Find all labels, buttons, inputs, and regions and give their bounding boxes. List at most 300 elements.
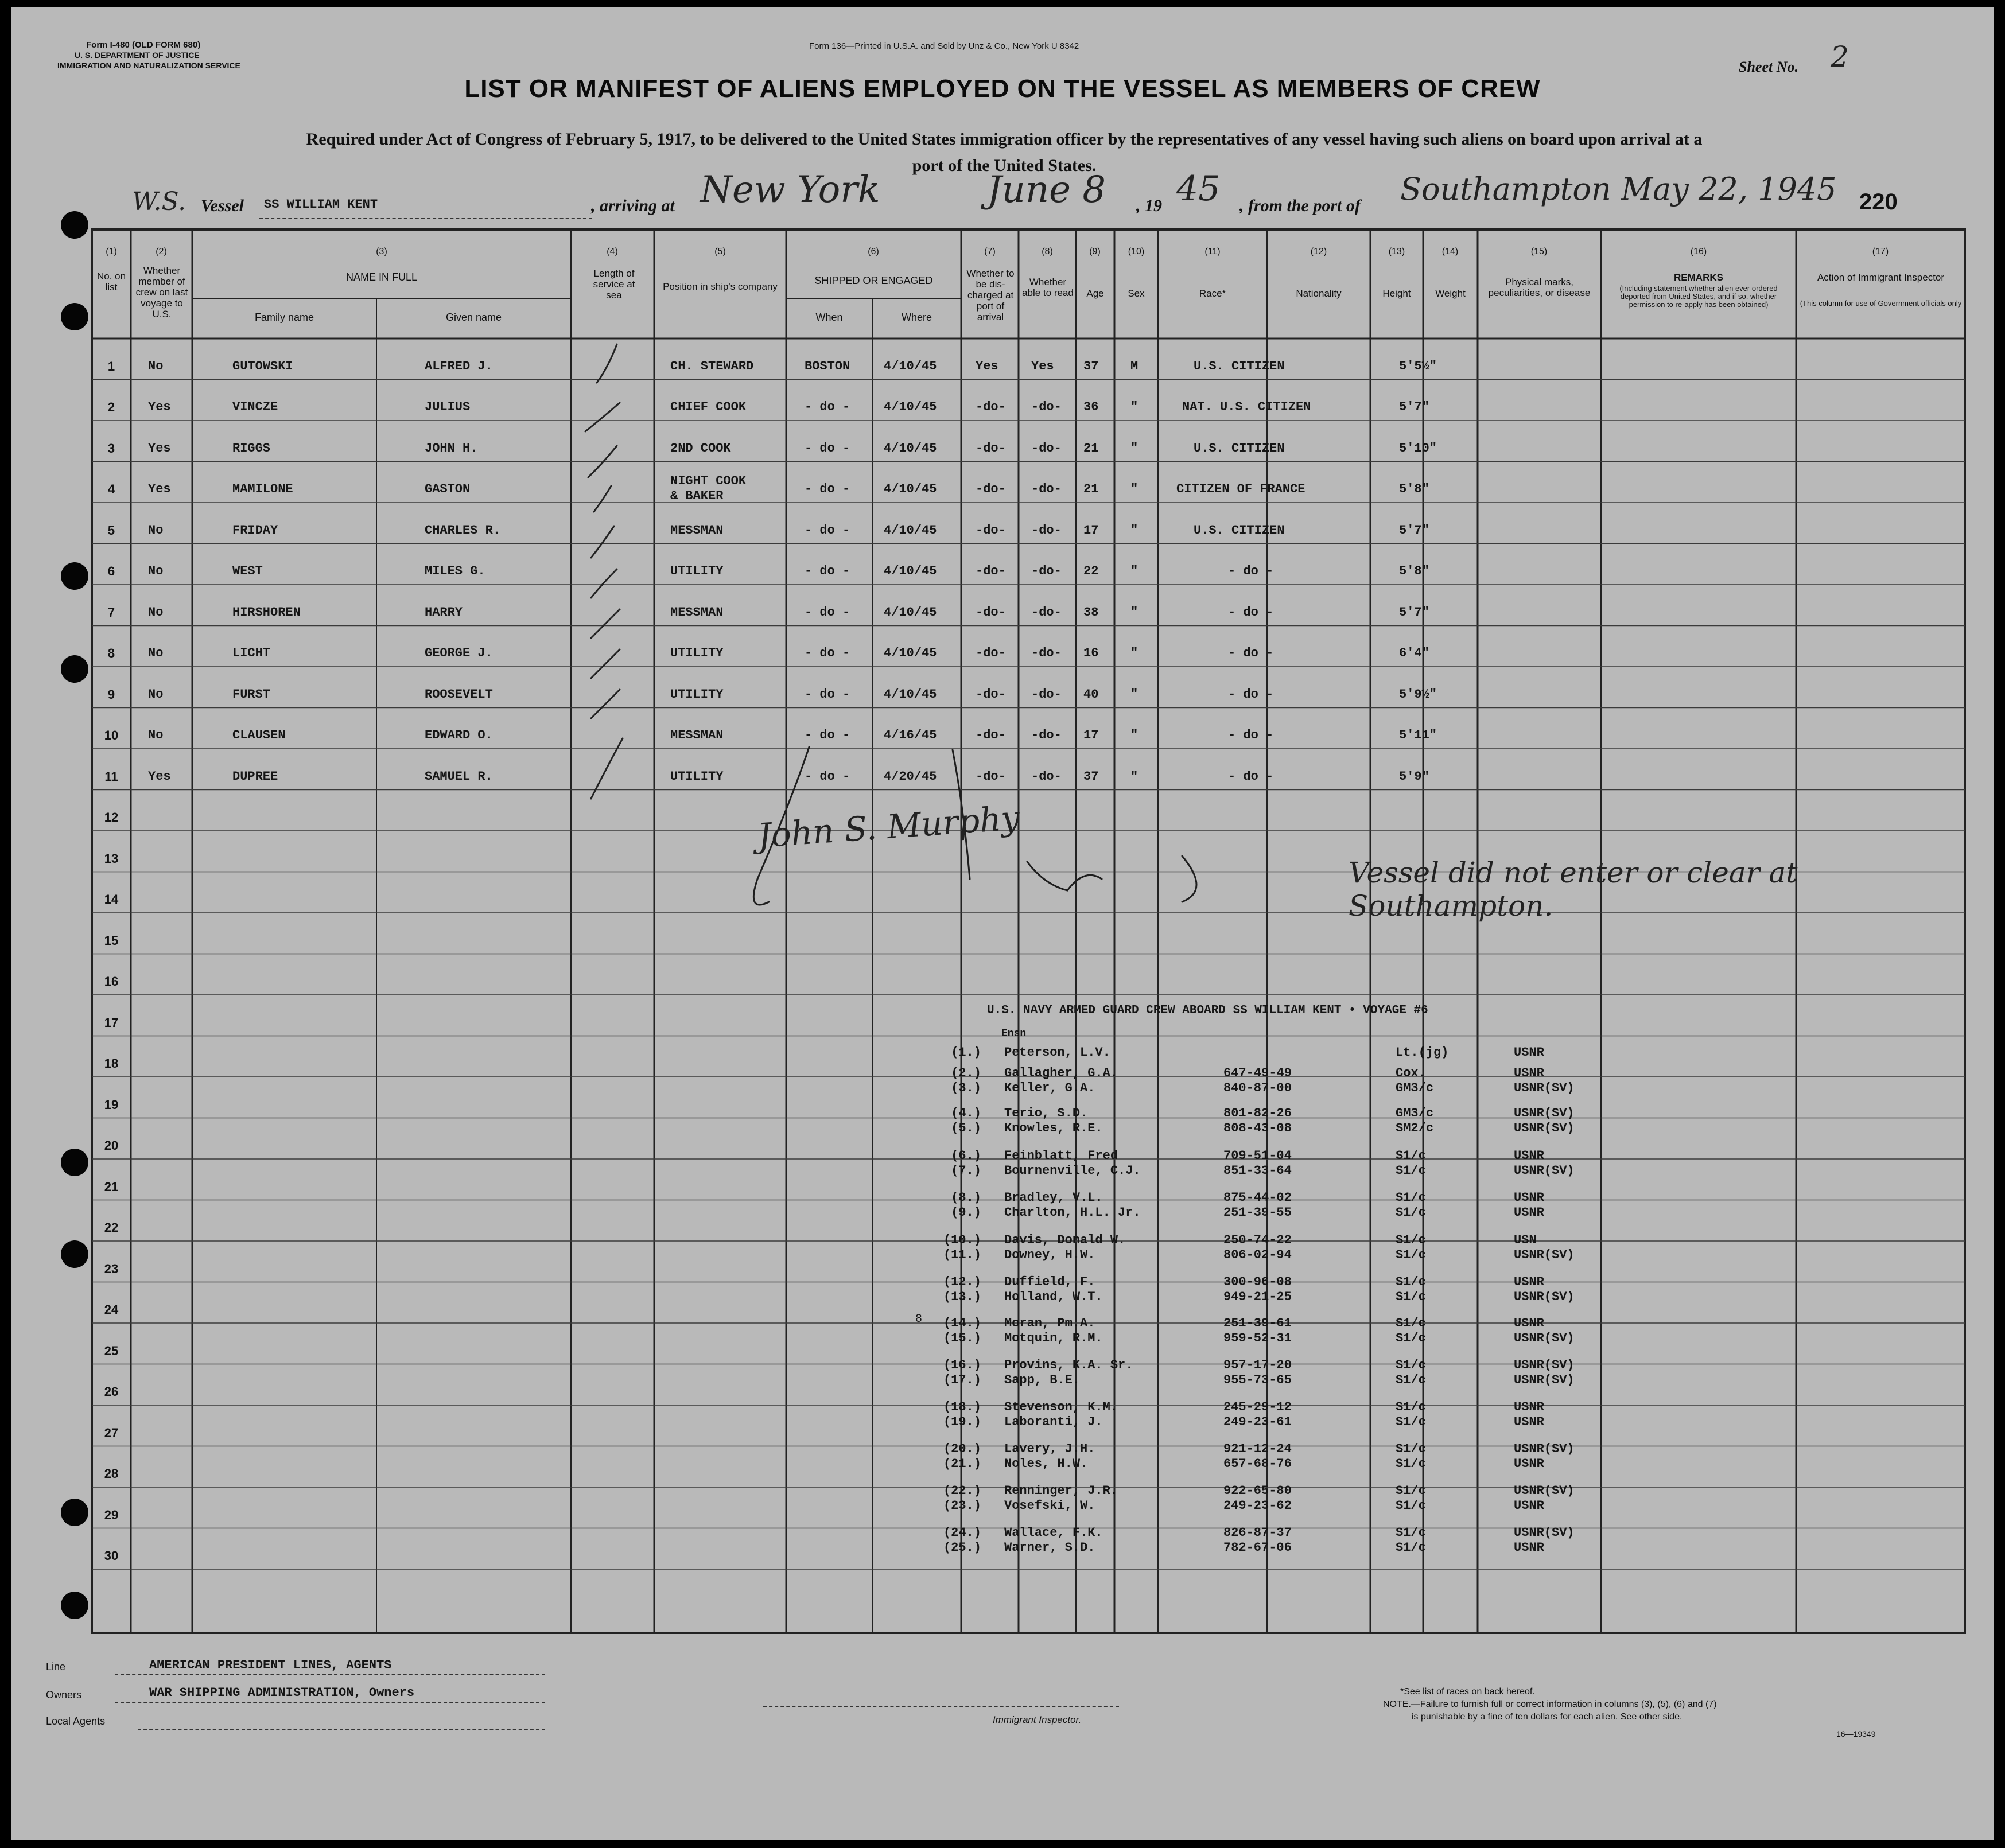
navy-rate: S1/c (1396, 1484, 1426, 1498)
age: 38 (1083, 605, 1099, 620)
navy-name: Vosefski, W. (1004, 1499, 1095, 1513)
navy-number: (2.) (951, 1066, 981, 1080)
navy-number: (19.) (943, 1415, 981, 1429)
navy-service-number: 251-39-61 (1223, 1316, 1292, 1330)
position: 2ND COOK (670, 441, 731, 456)
row-number: 1 (107, 359, 115, 374)
navy-number: (16.) (943, 1358, 981, 1372)
navy-service-number: 851-33-64 (1223, 1164, 1292, 1178)
given-name: SAMUEL R. (425, 769, 493, 784)
navy-name: Gallagher, G.A. (1004, 1066, 1118, 1080)
navy-rate: S1/c (1396, 1290, 1426, 1304)
able-to-read: -do- (1031, 564, 1062, 578)
navy-service-number: 709-51-04 (1223, 1149, 1292, 1163)
height: 5'5½" (1399, 359, 1437, 374)
column-number: (11) (1204, 247, 1221, 256)
inspector-label: Immigrant Inspector. (993, 1714, 1082, 1725)
row-number: 19 (104, 1097, 119, 1112)
sex: M (1130, 359, 1139, 374)
column-number: (5) (714, 247, 726, 256)
race-note: *See list of races on back hereof. (1400, 1687, 1535, 1697)
navy-name: Lavery, J.H. (1004, 1442, 1095, 1456)
able-to-read: -do- (1031, 646, 1062, 660)
arrival-date: June 8 (987, 169, 1106, 211)
header-last-voyage: Whether member of crew on last voyage to U.S. (135, 265, 188, 320)
sex: " (1130, 441, 1139, 456)
sex: " (1130, 482, 1139, 496)
race: NAT. U.S. CITIZEN (1182, 400, 1311, 414)
navy-branch: USNR (1514, 1066, 1544, 1080)
punch-hole (61, 1499, 88, 1526)
row-number: 9 (107, 687, 115, 702)
discharged: -do- (976, 400, 1006, 414)
row-number: 2 (107, 400, 115, 414)
race: U.S. CITIZEN (1194, 359, 1285, 374)
navy-branch: USNR(SV) (1514, 1373, 1575, 1387)
navy-rate: S1/c (1396, 1331, 1426, 1345)
able-to-read: -do- (1031, 728, 1062, 742)
header-family-name: Family name (254, 312, 314, 323)
arriving-port: New York (700, 169, 880, 211)
punch-hole (61, 562, 88, 590)
shipped-where: 4/10/45 (884, 564, 937, 578)
navy-number: (7.) (951, 1164, 981, 1178)
form-number: Form I-480 (OLD FORM 680) (86, 40, 201, 50)
row-number: 4 (107, 482, 115, 496)
header-position: Position in ship's company (663, 281, 778, 292)
navy-name: Keller, G.A. (1004, 1081, 1095, 1095)
age: 37 (1083, 359, 1099, 374)
shipped-where: 4/10/45 (884, 605, 937, 620)
navy-number: (1.) (951, 1045, 981, 1060)
navy-service-number: 808-43-08 (1223, 1121, 1292, 1135)
navy-service-number: 245-29-12 (1223, 1400, 1292, 1414)
shipped-when: - do - (805, 482, 850, 496)
navy-rate: Cox. (1396, 1066, 1426, 1080)
navy-service-number: 840-87-00 (1223, 1081, 1292, 1095)
height: 5'8" (1399, 482, 1429, 496)
navy-service-number: 300-96-08 (1223, 1275, 1292, 1289)
able-to-read: -do- (1031, 441, 1062, 456)
last-voyage: Yes (148, 441, 171, 456)
row-number: 30 (104, 1549, 119, 1563)
navy-service-number: 955-73-65 (1223, 1373, 1292, 1387)
navy-service-number: 251-39-55 (1223, 1205, 1292, 1220)
navy-name: Terio, S.D. (1004, 1106, 1088, 1121)
given-name: JULIUS (425, 400, 471, 414)
column-number: (12) (1310, 247, 1327, 256)
header-physical: Physical marks, peculiarities, or disease (1488, 277, 1591, 298)
last-voyage: No (148, 359, 164, 374)
shipped-where: 4/10/45 (884, 441, 937, 456)
family-name: RIGGS (232, 441, 271, 456)
shipped-where: 4/10/45 (884, 482, 937, 496)
agents-underline (138, 1729, 545, 1730)
navy-branch: USNR (1514, 1316, 1544, 1330)
navy-branch: USNR (1514, 1190, 1544, 1205)
age: 17 (1083, 728, 1099, 742)
vessel-label: Vessel (201, 196, 244, 215)
shipped-where: 4/16/45 (884, 728, 937, 742)
navy-number: (13.) (943, 1290, 981, 1304)
navy-service-number: 801-82-26 (1223, 1106, 1292, 1121)
punch-hole (61, 1149, 88, 1176)
row-number: 28 (104, 1466, 119, 1481)
race: U.S. CITIZEN (1194, 441, 1285, 456)
discharged: -do- (976, 687, 1006, 702)
navy-number: (5.) (951, 1121, 981, 1135)
navy-number: (6.) (951, 1149, 981, 1163)
given-name: JOHN H. (425, 441, 478, 456)
punch-hole (61, 303, 88, 330)
column-number: (15) (1530, 247, 1548, 256)
family-name: CLAUSEN (232, 728, 286, 742)
position: CH. STEWARD (670, 359, 754, 374)
navy-name: Charlton, H.L. Jr. (1004, 1205, 1141, 1220)
column-number: (16) (1690, 247, 1707, 256)
navy-number: (3.) (951, 1081, 981, 1095)
navy-strike: Ensn (1001, 1028, 1027, 1040)
position: UTILITY (670, 687, 724, 702)
navy-number: (18.) (943, 1400, 981, 1414)
navy-branch: USNR(SV) (1514, 1106, 1575, 1121)
navy-service-number: 922-65-80 (1223, 1484, 1292, 1498)
navy-rate: GM3/c (1396, 1081, 1434, 1095)
navy-branch: USNR (1514, 1499, 1544, 1513)
navy-service-number: 250-74-22 (1223, 1233, 1292, 1247)
sex: " (1130, 605, 1139, 620)
navy-rate: S1/c (1396, 1457, 1426, 1471)
punch-hole (61, 1592, 88, 1619)
shipped-when: - do - (805, 687, 850, 702)
navy-name: Motquin, R.M. (1004, 1331, 1103, 1345)
column-number: (17) (1872, 247, 1889, 256)
service: IMMIGRATION AND NATURALIZATION SERVICE (57, 61, 240, 70)
requirement-line1: Required under Act of Congress of February 5, 1917, to be delivered to the United States immigration officer by the representatives of any vessel having such aliens on board upon arrival at a (306, 130, 1703, 149)
given-name: CHARLES R. (425, 523, 501, 538)
navy-name: Warner, S.D. (1004, 1540, 1095, 1555)
discharged: -do- (976, 441, 1006, 456)
row-number: 13 (104, 851, 119, 866)
position: MESSMAN (670, 605, 724, 620)
punch-hole (61, 211, 88, 239)
navy-rate: S1/c (1396, 1400, 1426, 1414)
height: 5'11" (1399, 728, 1437, 742)
row-number: 8 (107, 646, 115, 660)
row-number: 22 (104, 1220, 119, 1235)
family-name: WEST (232, 564, 263, 578)
age: 36 (1083, 400, 1099, 414)
navy-service-number: 249-23-62 (1223, 1499, 1292, 1513)
navy-heading: U.S. NAVY ARMED GUARD CREW ABOARD SS WILLIAM KENT • VOYAGE #6 (987, 1004, 1428, 1017)
discharged: -do- (976, 769, 1006, 784)
row-number: 20 (104, 1138, 119, 1153)
navy-branch: USNR (1514, 1275, 1544, 1289)
navy-rate: S1/c (1396, 1415, 1426, 1429)
navy-number: (9.) (951, 1205, 981, 1220)
navy-name: Provins, K.A. Sr. (1004, 1358, 1133, 1372)
able-to-read: -do- (1031, 605, 1062, 620)
able-to-read: -do- (1031, 769, 1062, 784)
navy-rate: S1/c (1396, 1275, 1426, 1289)
race: U.S. CITIZEN (1194, 523, 1285, 538)
row-number: 10 (104, 728, 119, 742)
sex: " (1130, 646, 1139, 660)
page-number: 220 (1859, 189, 1898, 215)
shipped-when: - do - (805, 400, 850, 414)
navy-number: (22.) (943, 1484, 981, 1498)
race: CITIZEN OF FRANCE (1176, 482, 1305, 496)
last-voyage: No (148, 605, 164, 620)
shipped-when: - do - (805, 523, 850, 538)
given-name: GEORGE J. (425, 646, 493, 660)
position: NIGHT COOK (670, 474, 747, 488)
column-number: (2) (156, 247, 167, 256)
inspector-signature: John S. Murphy (756, 798, 1021, 855)
navy-branch: USNR(SV) (1514, 1290, 1575, 1304)
navy-number: (21.) (943, 1457, 981, 1471)
column-number: (14) (1441, 247, 1459, 256)
navy-mark-8: 8 (915, 1313, 923, 1326)
penalty-note-2: is punishable by a fine of ten dollars for each alien. See other side. (1412, 1712, 1683, 1722)
able-to-read: -do- (1031, 400, 1062, 414)
last-voyage: Yes (148, 400, 171, 414)
last-voyage: Yes (148, 769, 171, 784)
navy-number: (17.) (943, 1373, 981, 1387)
row-number: 3 (107, 441, 115, 456)
navy-rate: S1/c (1396, 1190, 1426, 1205)
height: 5'10" (1399, 441, 1437, 456)
navy-rate: S1/c (1396, 1205, 1426, 1220)
navy-branch: USNR(SV) (1514, 1358, 1575, 1372)
shipped-where: 4/10/45 (884, 359, 937, 374)
header-age: Age (1086, 288, 1104, 299)
age: 22 (1083, 564, 1099, 578)
penalty-note: NOTE.—Failure to furnish full or correct information in columns (3), (5), (6) and (7) (1383, 1699, 1717, 1709)
navy-number: (20.) (943, 1442, 981, 1456)
navy-branch: USNR (1514, 1045, 1544, 1060)
navy-name: Feinblatt, Fred (1004, 1149, 1118, 1163)
row-number: 11 (104, 769, 118, 784)
discharged: Yes (976, 359, 998, 374)
age: 37 (1083, 769, 1099, 784)
navy-name: Bournenville, C.J. (1004, 1164, 1141, 1178)
vessel-prefix: W.S. (132, 187, 186, 216)
header-length-service: Length of service at sea (593, 268, 635, 301)
navy-branch: USNR (1514, 1540, 1544, 1555)
navy-name: Noles, H.W. (1004, 1457, 1088, 1471)
navy-branch: USNR(SV) (1514, 1164, 1575, 1178)
line-underline (115, 1674, 545, 1675)
navy-branch: USNR(SV) (1514, 1331, 1575, 1345)
navy-number: (23.) (943, 1499, 981, 1513)
navy-rate: S1/c (1396, 1358, 1426, 1372)
able-to-read: Yes (1031, 359, 1054, 374)
height: 5'7" (1399, 605, 1429, 620)
discharged: -do- (976, 646, 1006, 660)
navy-name: Wallace, F.K. (1004, 1526, 1103, 1540)
given-name: EDWARD O. (425, 728, 493, 742)
age: 21 (1083, 482, 1099, 496)
navy-branch: USNR(SV) (1514, 1484, 1575, 1498)
shipped-where: 4/10/45 (884, 687, 937, 702)
height: 5'8" (1399, 564, 1429, 578)
navy-number: (11.) (943, 1248, 981, 1262)
navy-number: (8.) (951, 1190, 981, 1205)
department: U. S. DEPARTMENT OF JUSTICE (75, 50, 200, 60)
navy-number: (14.) (943, 1316, 981, 1330)
navy-number: (12.) (943, 1275, 981, 1289)
form-title: LIST OR MANIFEST OF ALIENS EMPLOYED ON THE VESSEL AS MEMBERS OF CREW (464, 75, 1541, 103)
shipped-when: - do - (805, 564, 850, 578)
family-name: GUTOWSKI (232, 359, 293, 374)
navy-rate: S1/c (1396, 1442, 1426, 1456)
family-name: VINCZE (232, 400, 278, 414)
navy-rate: Lt.(jg) (1396, 1045, 1449, 1060)
able-to-read: -do- (1031, 523, 1062, 538)
row-number: 7 (107, 605, 115, 620)
navy-branch: USNR (1514, 1415, 1544, 1429)
header-when: When (815, 312, 843, 323)
height: 5'9" (1399, 769, 1429, 784)
height: 5'7" (1399, 400, 1429, 414)
sex: " (1130, 564, 1139, 578)
family-name: MAMILONE (232, 482, 293, 496)
last-voyage: No (148, 728, 164, 742)
shipped-when: BOSTON (805, 359, 850, 374)
sex: " (1130, 687, 1139, 702)
sex: " (1130, 769, 1139, 784)
last-voyage: No (148, 687, 164, 702)
navy-name: Moran, Pm.A. (1004, 1316, 1095, 1330)
navy-service-number: 249-23-61 (1223, 1415, 1292, 1429)
row-number: 23 (104, 1261, 119, 1276)
family-name: FRIDAY (232, 523, 278, 538)
header-race: Race* (1199, 288, 1226, 299)
row-number: 14 (104, 892, 119, 907)
given-name: GASTON (425, 482, 471, 496)
navy-rate: S1/c (1396, 1526, 1426, 1540)
last-voyage: No (148, 523, 164, 538)
header-remarks: REMARKS (1674, 272, 1723, 283)
header-remarks-sub: (Including statement whether alien ever ordered deported from United States, and if so, whether permission to re-apply has been obtained) (1619, 284, 1778, 309)
navy-branch: USNR (1514, 1400, 1544, 1414)
navy-name: Davis, Donald W. (1004, 1233, 1126, 1247)
last-voyage: No (148, 564, 164, 578)
punch-hole (61, 1240, 88, 1268)
age: 40 (1083, 687, 1099, 702)
row-number: 27 (104, 1425, 119, 1440)
navy-service-number: 657-68-76 (1223, 1457, 1292, 1471)
line-label: Line (46, 1661, 66, 1672)
navy-service-number: 957-17-20 (1223, 1358, 1292, 1372)
navy-rate: S1/c (1396, 1499, 1426, 1513)
navy-rate: S1/c (1396, 1540, 1426, 1555)
navy-rate: S1/c (1396, 1233, 1426, 1247)
position-line-2: & BAKER (670, 489, 724, 503)
row-number: 12 (104, 810, 119, 824)
owners-label: Owners (46, 1689, 82, 1701)
shipped-where: 4/10/45 (884, 400, 937, 414)
shipped-when: - do - (805, 646, 850, 660)
column-number: (9) (1089, 247, 1101, 256)
from-label: , from the port of (1239, 196, 1361, 215)
vessel-name: SS WILLIAM KENT (264, 197, 378, 212)
inspector-line (763, 1706, 1119, 1707)
given-name: ALFRED J. (425, 359, 493, 374)
column-number: (6) (868, 247, 879, 256)
last-voyage: No (148, 646, 164, 660)
position: CHIEF COOK (670, 400, 747, 414)
column-number: (4) (607, 247, 618, 256)
race: - do - (1228, 646, 1274, 660)
navy-branch: USNR (1514, 1457, 1544, 1471)
row-number: 25 (104, 1343, 119, 1358)
header-able-read: Whether able to read (1022, 277, 1074, 298)
age: 17 (1083, 523, 1099, 538)
from-port: Southampton May 22, 1945 (1400, 171, 1837, 207)
navy-number: (25.) (943, 1540, 981, 1555)
arriving-label: , arriving at (591, 196, 675, 215)
shipped-when: - do - (805, 769, 850, 784)
navy-service-number: 875-44-02 (1223, 1190, 1292, 1205)
printer-line: Form 136—Printed in U.S.A. and Sold by Unz & Co., New York U 8342 (809, 41, 1079, 51)
column-number: (3) (376, 247, 387, 256)
row-number: 24 (104, 1302, 119, 1317)
navy-number: (15.) (943, 1331, 981, 1345)
header-nationality: Nationality (1296, 288, 1342, 299)
shipped-where: 4/10/45 (884, 646, 937, 660)
header-weight: Weight (1435, 288, 1466, 299)
position: MESSMAN (670, 728, 724, 742)
navy-branch: USNR(SV) (1514, 1442, 1575, 1456)
given-name: MILES G. (425, 564, 485, 578)
column-number: (10) (1128, 247, 1145, 256)
navy-rate: SM2/c (1396, 1121, 1434, 1135)
navy-branch: USNR(SV) (1514, 1248, 1575, 1262)
row-number: 29 (104, 1507, 119, 1522)
navy-branch: USNR (1514, 1149, 1544, 1163)
navy-service-number: 782-67-06 (1223, 1540, 1292, 1555)
navy-service-number: 806-02-94 (1223, 1248, 1292, 1262)
navy-name: Duffield, F. (1004, 1275, 1095, 1289)
manifest-sheet (11, 7, 1994, 1840)
shipped-where: 4/10/45 (884, 523, 937, 538)
position: UTILITY (670, 646, 724, 660)
navy-branch: USN (1514, 1233, 1537, 1247)
header-height: Height (1382, 288, 1411, 299)
year-label: , 19 (1136, 196, 1162, 215)
header-shipped: SHIPPED OR ENGAGED (814, 275, 933, 286)
header-sex: Sex (1128, 288, 1145, 299)
height: 6'4" (1399, 646, 1429, 660)
sex: " (1130, 400, 1139, 414)
shipped-where: 4/20/45 (884, 769, 937, 784)
navy-service-number: 949-21-25 (1223, 1290, 1292, 1304)
navy-branch: USNR (1514, 1205, 1544, 1220)
navy-name: Downey, H.W. (1004, 1248, 1095, 1262)
navy-service-number: 647-49-49 (1223, 1066, 1292, 1080)
sheet-number: 2 (1831, 40, 1849, 73)
race: - do - (1228, 687, 1274, 702)
sex: " (1130, 728, 1139, 742)
sheet-label: Sheet No. (1739, 59, 1798, 75)
row-number: 17 (104, 1015, 119, 1030)
navy-name: Knowles, R.E. (1004, 1121, 1103, 1135)
discharged: -do- (976, 728, 1006, 742)
sex: " (1130, 523, 1139, 538)
navy-rate: S1/c (1396, 1248, 1426, 1262)
